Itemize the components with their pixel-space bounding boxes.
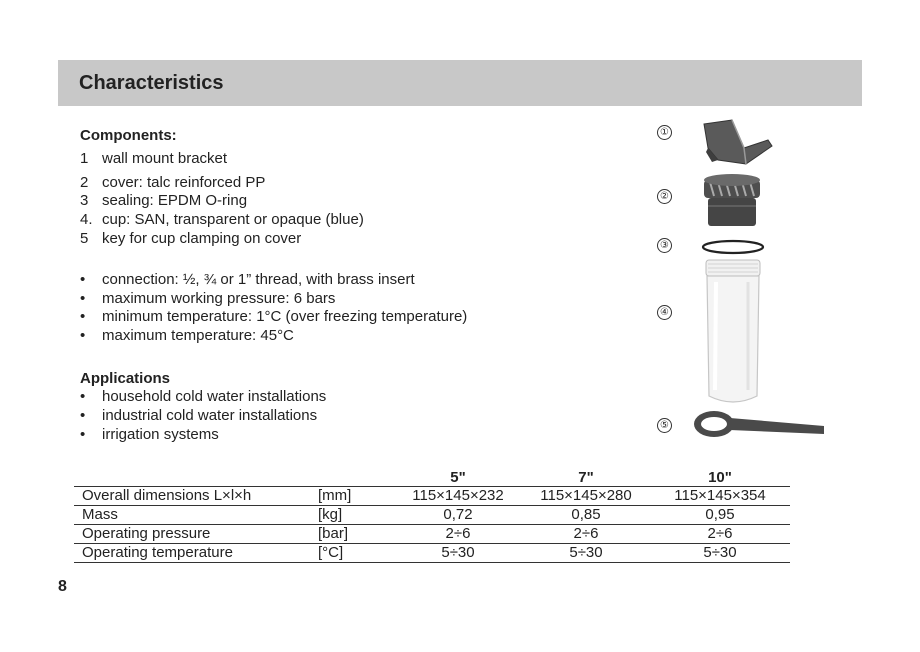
column-header: 10" [708,469,732,486]
row-label: Operating pressure [74,525,310,544]
part-marker-5: ⑤ [657,418,672,433]
component-number: 4. [80,211,93,228]
component-text: wall mount bracket [102,150,228,167]
application-text: household cold water installations [102,388,327,405]
application-text: irrigation systems [102,426,219,443]
page-number: 8 [58,578,67,595]
clamping-key-icon [692,406,828,440]
row-unit: [bar] [310,525,394,544]
table-cell: 0,95 [650,506,790,525]
part-marker-1: ① [657,125,672,140]
table-row [74,525,790,544]
cover-cap-icon [698,172,766,230]
table-cell: 115×145×232 [394,487,522,506]
table-cell: 2÷6 [522,525,650,544]
feature-text: maximum working pressure: 6 bars [102,290,336,307]
table-cell: 0,72 [394,506,522,525]
row-unit: [kg] [310,506,394,525]
wall-mount-bracket-icon [698,118,774,168]
table-header-blank [74,462,310,487]
component-number: 3 [80,192,89,209]
component-text: key for cup clamping on cover [102,230,302,247]
row-unit: [mm] [310,487,394,506]
table-cell: 115×145×354 [650,487,790,506]
feature-text: maximum temperature: 45°C [102,327,294,344]
row-unit: [°C] [310,544,394,563]
table-cell: 2÷6 [650,525,790,544]
table-cell: 5÷30 [394,544,522,563]
application-text: industrial cold water installations [102,407,318,424]
specifications-table [74,462,790,563]
section-header-bar [58,60,862,106]
components-heading: Components: [80,127,177,144]
component-number: 2 [80,174,89,191]
feature-text: connection: ½, ¾ or 1” thread, with brass insert [102,271,415,288]
part-marker-4: ④ [657,305,672,320]
feature-text: minimum temperature: 1°C (over freezing temperature) [102,308,468,325]
table-cell: 2÷6 [394,525,522,544]
table-row [74,544,790,563]
component-text: cover: talc reinforced PP [102,174,266,191]
table-row [74,506,790,525]
table-header-blank [310,462,394,487]
component-text: sealing: EPDM O-ring [102,192,248,209]
component-number: 5 [80,230,89,247]
table-cell: 5÷30 [650,544,790,563]
section-title: Characteristics [79,72,224,94]
component-text: cup: SAN, transparent or opaque (blue) [102,211,364,228]
part-marker-2: ② [657,189,672,204]
component-number: 1 [80,150,89,167]
bullet-icon: • [80,290,86,307]
table-cell: 0,85 [522,506,650,525]
part-marker-3: ③ [657,238,672,253]
bullet-icon: • [80,327,86,344]
column-header: 7" [578,469,594,486]
bullet-icon: • [80,426,86,443]
applications-heading: Applications [80,370,171,387]
bullet-icon: • [80,271,86,288]
transparent-cup-icon [702,256,764,408]
bullet-icon: • [80,308,86,325]
column-header: 5" [450,469,466,486]
row-label: Mass [74,506,310,525]
row-label: Overall dimensions L×l×h [74,487,310,506]
row-label: Operating temperature [74,544,310,563]
table-row [74,487,790,506]
table-cell: 5÷30 [522,544,650,563]
table-header-row [74,462,790,487]
bullet-icon: • [80,407,86,424]
o-ring-icon [700,238,766,256]
table-cell: 115×145×280 [522,487,650,506]
bullet-icon: • [80,388,86,405]
